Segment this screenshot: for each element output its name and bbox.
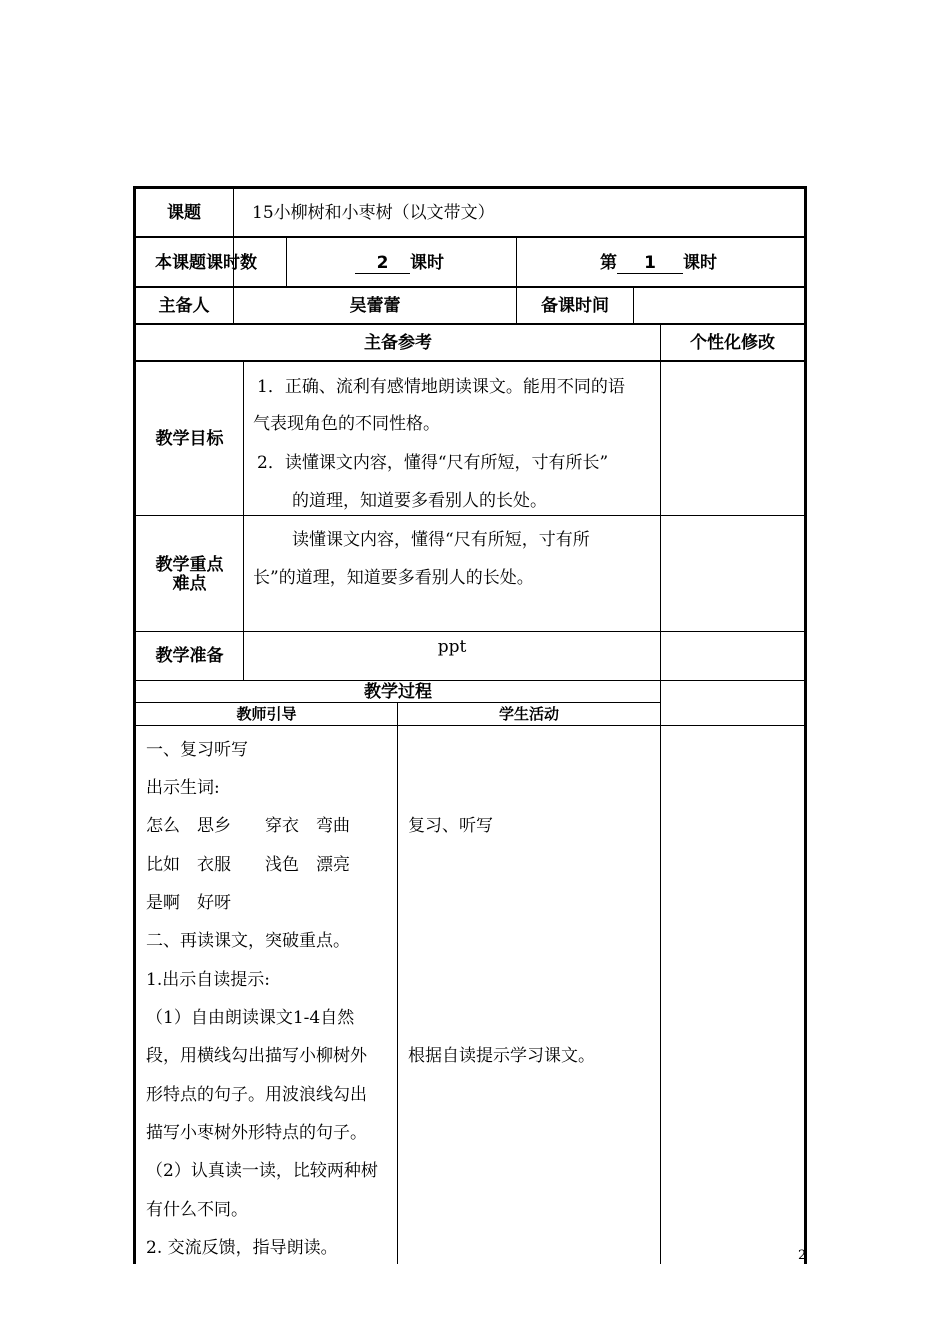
row-divider [133,631,807,632]
process-title: 教学过程 [364,682,432,702]
teacher-line: 段，用横线勾出描写小柳树外 [146,1046,367,1066]
prep-value: ppt [437,637,467,657]
teacher-line: 2. 交流反馈，指导朗读。 [146,1238,338,1258]
period-prefix: 第 [600,253,617,273]
preparer-value: 吴蕾蕾 [349,296,401,316]
row-divider [133,515,807,516]
teacher-line: 一、复习听写 [146,740,248,760]
preparer-label: 主备人 [158,296,210,316]
teacher-line: 1.出示自读提示: [146,970,270,990]
main-ref-header: 主备参考 [364,333,432,353]
teacher-column-header: 教师引导 [236,705,297,723]
row-divider [133,360,807,362]
teacher-line: （2）认真读一读，比较两种树 [146,1161,378,1181]
prep-time-label: 备课时间 [541,296,609,316]
period-unit: 课时 [683,253,717,273]
period-field [600,253,717,274]
goals-label: 教学目标 [155,429,224,449]
teacher-line: 有什么不同。 [146,1200,248,1220]
key-label-2: 难点 [172,574,207,594]
goal-line: 2．读懂课文内容，懂得“尺有所短，寸有所长” [257,453,609,473]
hours-label: 本课题课时数 [155,253,257,273]
goal-line: 的道理，知道要多看别人的长处。 [292,491,547,511]
teacher-line: 是啊 好呀 [146,893,231,913]
hours-value: 2 [355,253,410,274]
hours-field [355,253,444,274]
teacher-line: 形特点的句子。用波浪线勾出 [146,1085,367,1105]
goal-line: 气表现角色的不同性格。 [253,414,440,434]
topic-label: 课题 [167,203,201,223]
teacher-line: 出示生词: [146,778,220,798]
key-label-1: 教学重点 [155,555,224,575]
teacher-line: 描写小枣树外形特点的句子。 [146,1123,367,1143]
table-top-border [133,186,807,189]
teacher-line: 二、再读课文，突破重点。 [146,931,350,951]
prep-label: 教学准备 [155,646,224,666]
row-divider [133,323,807,325]
student-activity: 复习、听写 [408,816,493,836]
student-column-header: 学生活动 [498,705,559,723]
col-divider [660,323,661,1264]
col-divider [286,236,287,288]
row-divider [133,725,807,726]
row-divider [133,286,807,288]
row-divider [133,680,807,681]
page-number: 2 [798,1248,807,1263]
student-activity: 根据自读提示学习课文。 [408,1046,595,1066]
hours-unit: 课时 [410,253,444,273]
goal-line: 1．正确、流利有感情地朗读课文。能用不同的语 [257,377,625,397]
period-value: 1 [617,253,683,274]
personal-edit-header: 个性化修改 [690,333,775,353]
teacher-line: 怎么 思乡 穿衣 弯曲 [146,816,350,836]
col-divider [243,360,244,681]
row-divider [133,236,807,238]
teacher-line: 比如 衣服 浅色 漂亮 [146,855,350,875]
key-point-line: 读懂课文内容，懂得“尺有所短，寸有所 [292,530,590,550]
col-divider [633,286,634,324]
key-point-line: 长”的道理，知道要多看别人的长处。 [253,568,534,588]
col-divider [397,702,398,1264]
topic-value: 15小柳树和小枣树（以文带文） [252,203,495,223]
teacher-line: （1）自由朗读课文1-4自然 [146,1008,355,1028]
